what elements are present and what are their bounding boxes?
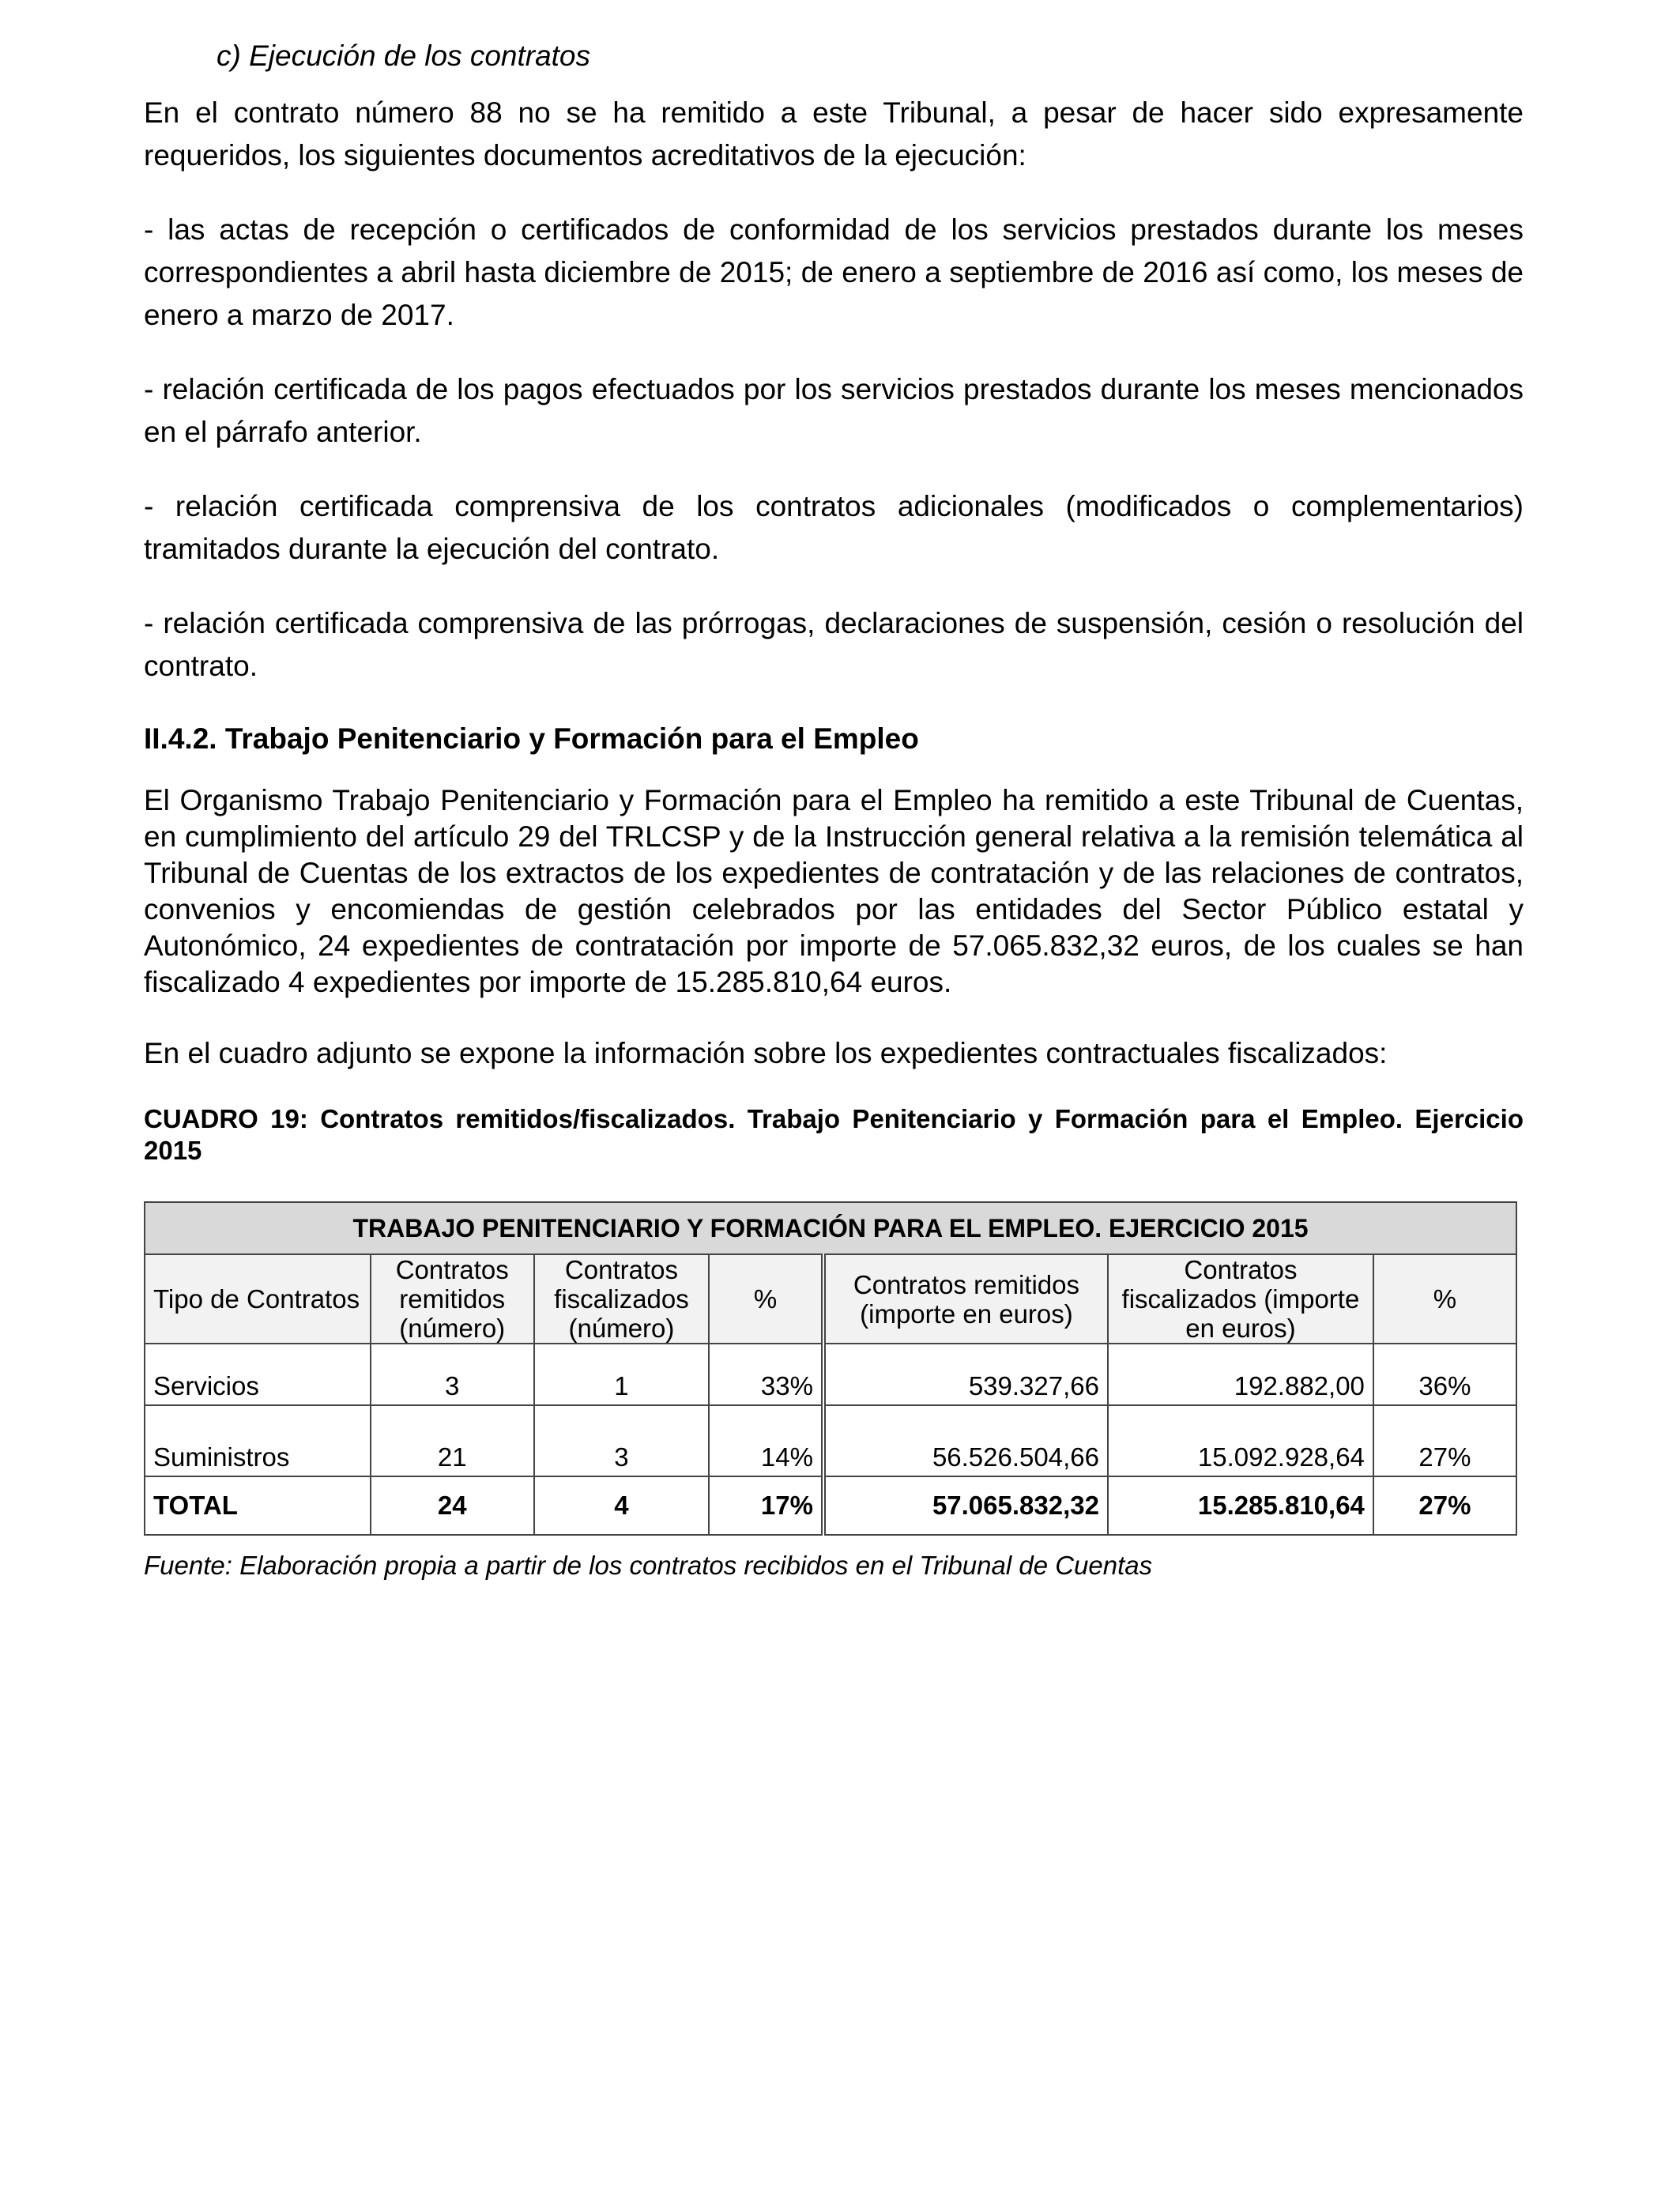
cell-total-label: TOTAL — [145, 1476, 371, 1535]
cell-fiscalizados-importe: 192.882,00 — [1108, 1344, 1373, 1405]
cell-total-fiscalizados-numero: 4 — [534, 1476, 709, 1535]
header-remitidos-numero: Contratos remitidos (número) — [371, 1254, 534, 1344]
table-banner: TRABAJO PENITENCIARIO Y FORMACIÓN PARA EL EMPLEO. EJERCICIO 2015 — [145, 1202, 1516, 1254]
cell-remitidos-importe: 539.327,66 — [823, 1344, 1108, 1405]
cell-pct-numero: 33% — [709, 1344, 823, 1405]
cell-total-pct-numero: 17% — [709, 1476, 823, 1535]
cell-total-remitidos-importe: 57.065.832,32 — [823, 1476, 1108, 1535]
cell-total-remitidos-numero: 24 — [371, 1476, 534, 1535]
header-pct-importe: % — [1373, 1254, 1516, 1344]
table-row — [145, 1344, 1516, 1405]
cell-tipo: Suministros — [145, 1405, 371, 1476]
paragraph-organismo: El Organismo Trabajo Penitenciario y Formación para el Empleo ha remitido a este Tribunal de Cuentas, en cumplimiento del artículo 29 del TRLCSP y de la Instrucción general relativa a la remisión telemática al Tribunal de Cuentas de los extractos de los expedientes de contratación y de las relaciones de contratos, convenios y encomiendas de gestión celebrados por las entidades del Sector Público estatal y Autonómico, 24 expedientes de contratación por importe de 57.065.832,32 euros, de los cuales se han fiscalizado 4 expedientes por importe de 15.285.810,64 euros. — [144, 784, 1524, 998]
cell-fiscalizados-numero: 1 — [534, 1344, 709, 1405]
table-caption: CUADRO 19: Contratos remitidos/fiscalizados. Trabajo Penitenciario y Formación para el Empleo. Ejercicio 2015 — [144, 1104, 1524, 1165]
paragraph-cuadro-intro: En el cuadro adjunto se expone la información sobre los expedientes contractuales fiscalizados: — [144, 1037, 1388, 1069]
contracts-table — [144, 1201, 1517, 1536]
paragraph-contratos-adicionales: - relación certificada comprensiva de los contratos adicionales (modificados o complementarios) tramitados durante la ejecución del contrato. — [144, 490, 1524, 565]
subheading-ejecucion: c) Ejecución de los contratos — [217, 40, 591, 72]
table-row — [145, 1405, 1516, 1476]
cell-remitidos-importe: 56.526.504,66 — [823, 1405, 1108, 1476]
cell-fiscalizados-numero: 3 — [534, 1405, 709, 1476]
header-fiscalizados-importe: Contratos fiscalizados (importe en euros) — [1108, 1254, 1373, 1344]
paragraph-prorrogas: - relación certificada comprensiva de las prórrogas, declaraciones de suspensión, cesión o resolución del contrato. — [144, 607, 1524, 682]
cell-fiscalizados-importe: 15.092.928,64 — [1108, 1405, 1373, 1476]
header-tipo: Tipo de Contratos — [145, 1254, 371, 1344]
header-fiscalizados-numero: Contratos fiscalizados (número) — [534, 1254, 709, 1344]
cell-pct-importe: 36% — [1373, 1344, 1516, 1405]
cell-pct-importe: 27% — [1373, 1405, 1516, 1476]
table-total-row — [145, 1476, 1516, 1535]
header-remitidos-importe: Contratos remitidos (importe en euros) — [823, 1254, 1108, 1344]
header-pct-numero: % — [709, 1254, 823, 1344]
cell-total-fiscalizados-importe: 15.285.810,64 — [1108, 1476, 1373, 1535]
document-page — [144, 35, 1524, 1583]
cell-remitidos-numero: 3 — [371, 1344, 534, 1405]
section-title: II.4.2. Trabajo Penitenciario y Formación para el Empleo — [144, 722, 919, 755]
cell-pct-numero: 14% — [709, 1405, 823, 1476]
table-source: Fuente: Elaboración propia a partir de los contratos recibidos en el Tribunal de Cuentas — [144, 1551, 1153, 1580]
paragraph-contrato-88: En el contrato número 88 no se ha remitido a este Tribunal, a pesar de hacer sido expresamente requeridos, los siguientes documentos acreditativos de la ejecución: — [144, 96, 1524, 172]
paragraph-pagos: - relación certificada de los pagos efectuados por los servicios prestados durante los meses mencionados en el párrafo anterior. — [144, 373, 1524, 448]
paragraph-actas-recepcion: - las actas de recepción o certificados de conformidad de los servicios prestados durante los meses correspondientes a abril hasta diciembre de 2015; de enero a septiembre de 2016 así como, los meses de enero a marzo de 2017. — [144, 213, 1524, 331]
cell-total-pct-importe: 27% — [1373, 1476, 1516, 1535]
cell-tipo: Servicios — [145, 1344, 371, 1405]
cell-remitidos-numero: 21 — [371, 1405, 534, 1476]
